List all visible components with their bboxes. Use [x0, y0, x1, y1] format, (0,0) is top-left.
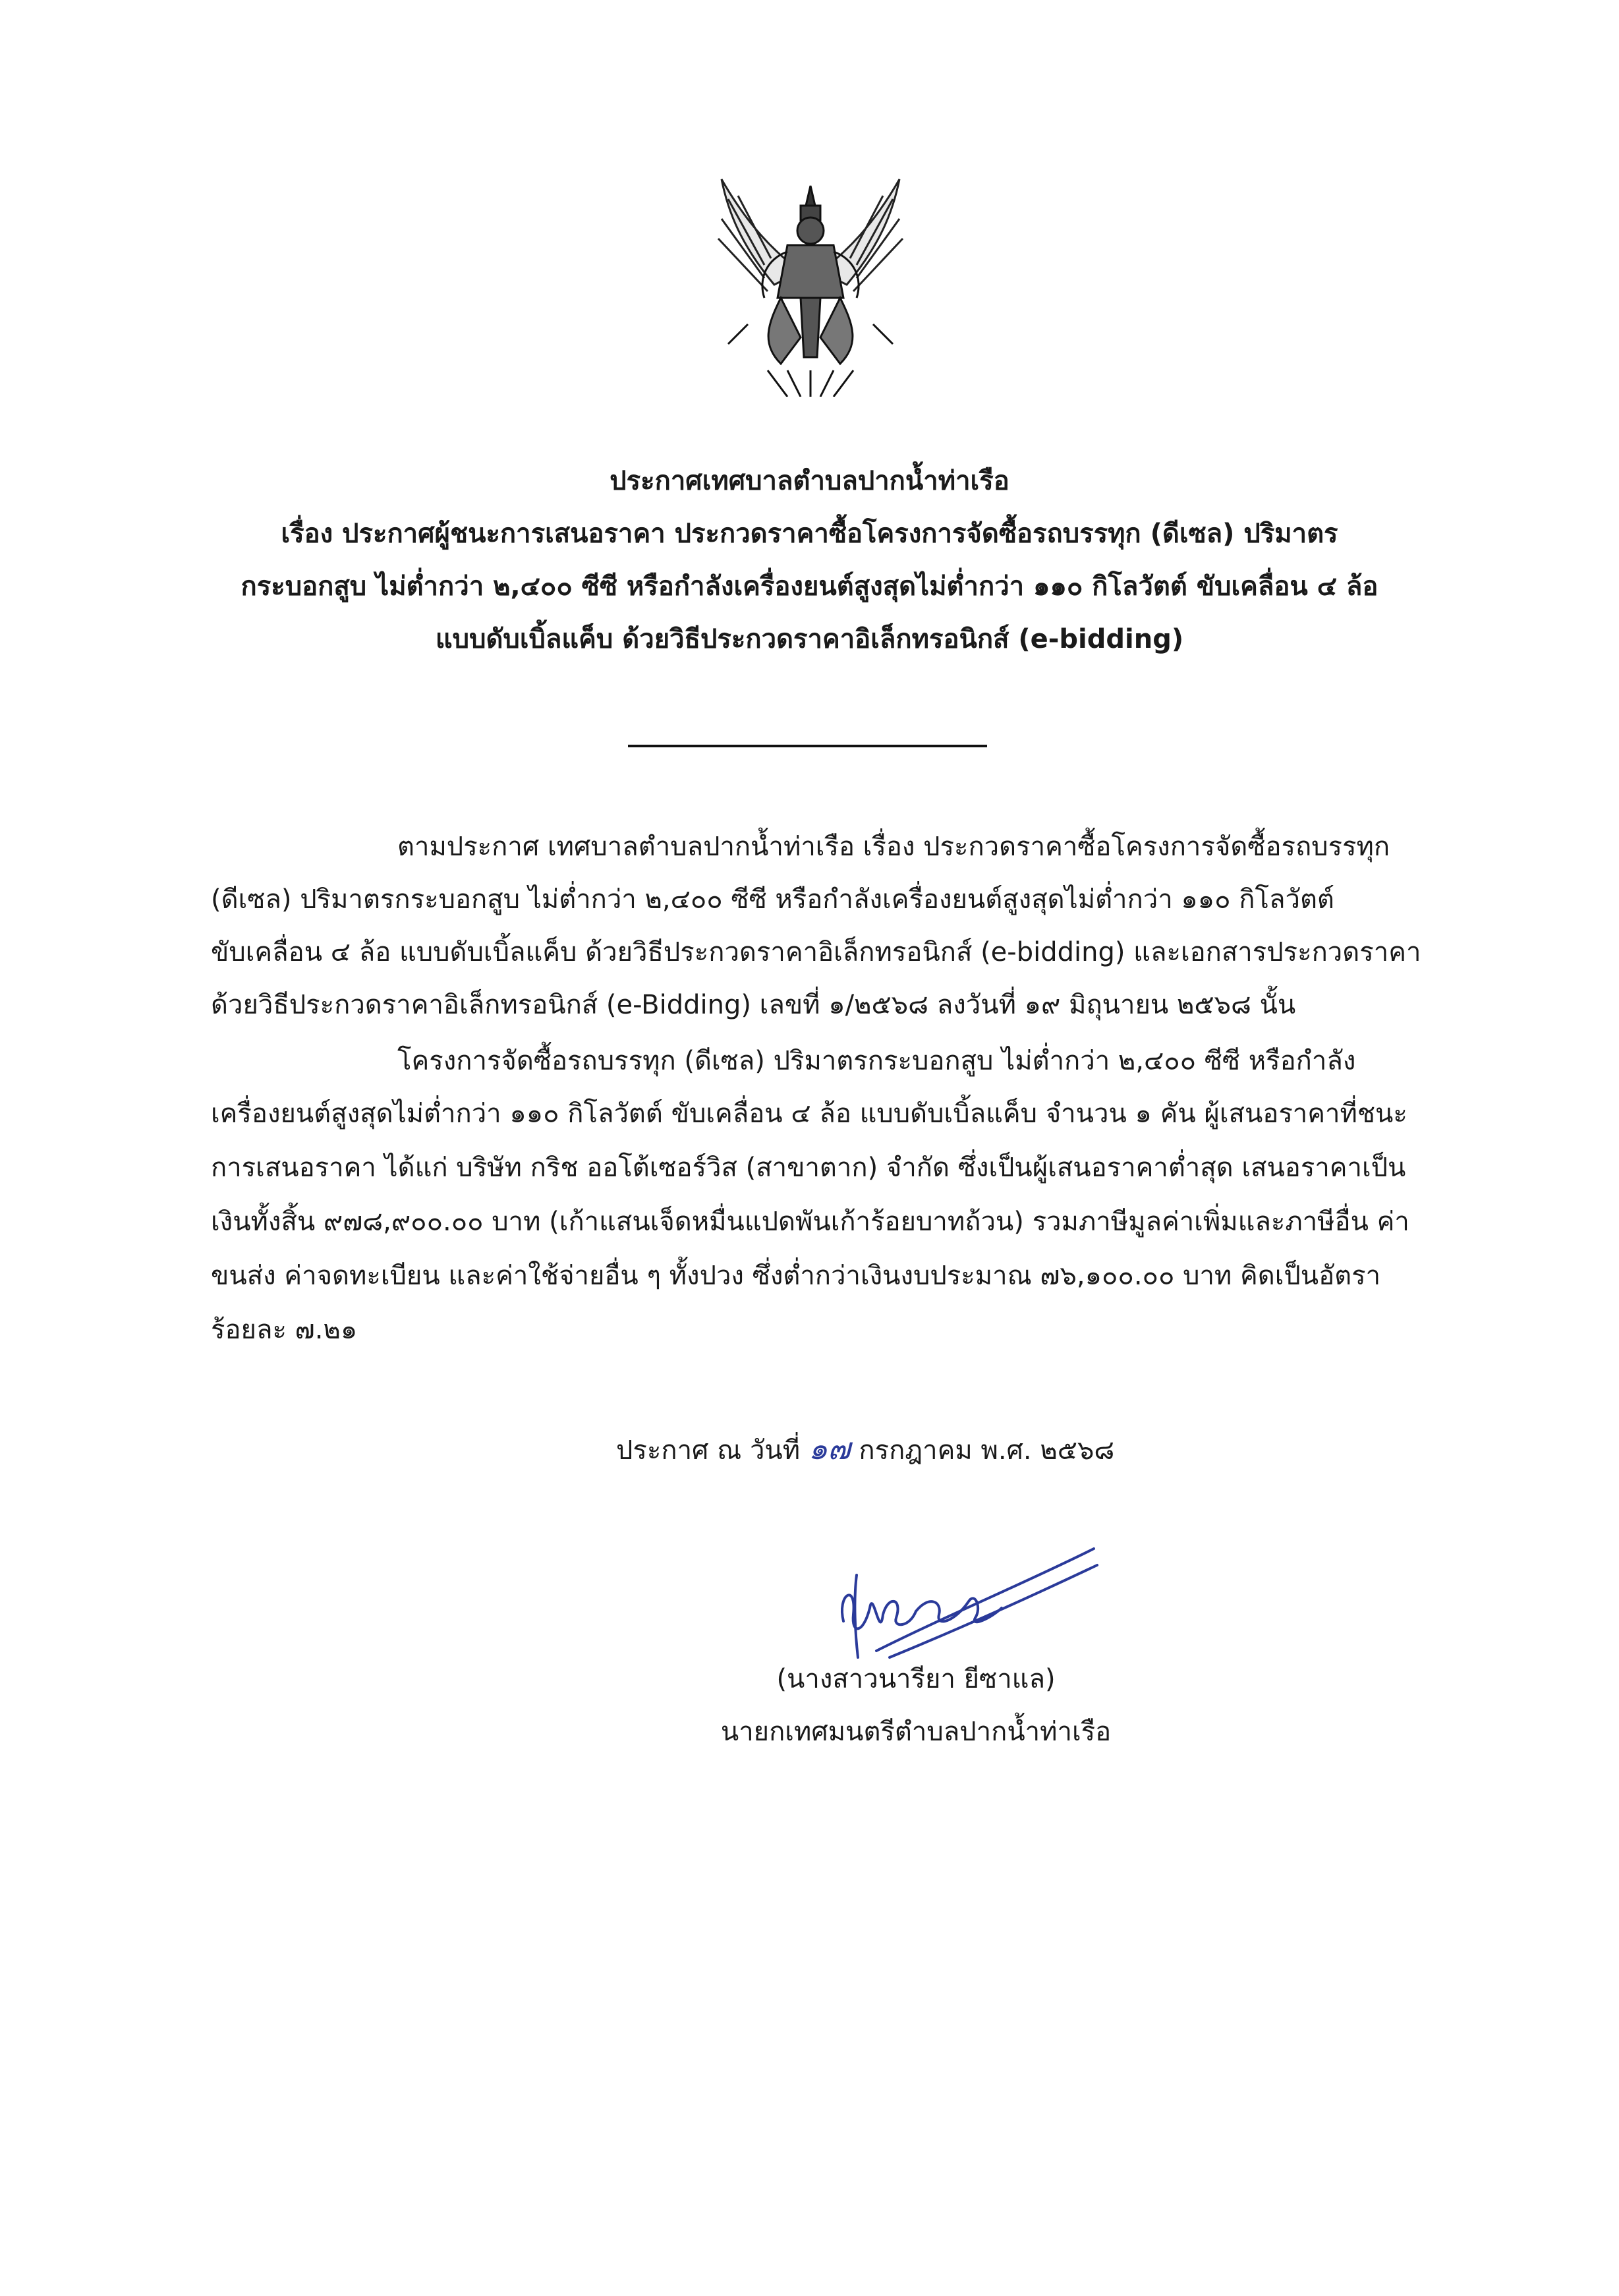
paragraph1-line-4: ด้วยวิธีประกวดราคาอิเล็กทรอนิกส์ (e-Bidding) เลขที่ ๑/๒๕๖๘ ลงวันที่ ๑๙ มิถุนายน ๒๕๖๘ นั้น: [211, 990, 1296, 1020]
paragraph2-line-3: การเสนอราคา ได้แก่ บริษัท กริช ออโต้เซอร์วิส (สาขาตาก) จำกัด ซึ่งเป็นผู้เสนอราคาต่ำสุด เสนอราคาเป็น: [211, 1153, 1406, 1183]
paragraph1-line-2: (ดีเซล) ปริมาตรกระบอกสูบ ไม่ต่ำกว่า ๒,๔๐๐ ซีซี หรือกำลังเครื่องยนต์สูงสุดไม่ต่ำกว่า ๑๑๐ กิโลวัตต์: [211, 884, 1334, 915]
signature-image: [817, 1535, 1100, 1667]
paragraph2-line-5: ขนส่ง ค่าจดทะเบียน และค่าใช้จ่ายอื่น ๆ ทั้งปวง ซึ่งต่ำกว่าเงินงบประมาณ ๗๖,๑๐๐.๐๐ บาท คิดเป็นอัตรา: [211, 1261, 1381, 1291]
garuda-emblem-icon: [702, 173, 919, 397]
title-divider: [628, 745, 987, 747]
paragraph1-line-3: ขับเคลื่อน ๔ ล้อ แบบดับเบิ้ลแค็บ ด้วยวิธีประกวดราคาอิเล็กทรอนิกส์ (e-bidding) และเอกสารประกวดราคา: [211, 937, 1421, 967]
paragraph2-line-1: โครงการจัดซื้อรถบรรทุก (ดีเซล) ปริมาตรกระบอกสูบ ไม่ต่ำกว่า ๒,๔๐๐ ซีซี หรือกำลัง: [397, 1046, 1356, 1076]
paragraph1-line-1: ตามประกาศ เทศบาลตำบลปากน้ำท่าเรือ เรื่อง ประกวดราคาซื้อโครงการจัดซื้อรถบรรทุก: [397, 832, 1390, 862]
dateline-day: ๑๗: [808, 1431, 851, 1466]
subject-line-1: เรื่อง ประกาศผู้ชนะการเสนอราคา ประกวดราคาซื้อโครงการจัดซื้อรถบรรทุก (ดีเซล) ปริมาตร: [281, 519, 1338, 549]
signatory-position: นายกเทศมนตรีตำบลปากน้ำท่าเรือ: [720, 1717, 1112, 1747]
announcement-title: ประกาศเทศบาลตำบลปากน้ำท่าเรือ: [610, 466, 1009, 496]
dateline-prefix: ประกาศ ณ วันที่: [616, 1435, 801, 1466]
subject-line-2: กระบอกสูบ ไม่ต่ำกว่า ๒,๔๐๐ ซีซี หรือกำลังเครื่องยนต์สูงสุดไม่ต่ำกว่า ๑๑๐ กิโลวัตต์ ขับเคลื่อน ๔ ล้อ: [241, 571, 1378, 602]
dateline: [616, 1422, 1114, 1477]
paragraph2-line-6: ร้อยละ ๗.๒๑: [211, 1315, 358, 1345]
paragraph2-line-2: เครื่องยนต์สูงสุดไม่ต่ำกว่า ๑๑๐ กิโลวัตต์ ขับเคลื่อน ๔ ล้อ แบบดับเบิ้ลแค็บ จำนวน ๑ คัน ผู้เสนอราคาที่ชนะ: [211, 1099, 1407, 1129]
subject-line-3: แบบดับเบิ้ลแค็บ ด้วยวิธีประกวดราคาอิเล็กทรอนิกส์ (e-bidding): [435, 624, 1184, 654]
signatory-name: (นางสาวนารียา ยีซาแล): [776, 1664, 1056, 1694]
paragraph2-line-4: เงินทั้งสิ้น ๙๗๘,๙๐๐.๐๐ บาท (เก้าแสนเจ็ดหมื่นแปดพันเก้าร้อยบาทถ้วน) รวมภาษีมูลค่าเพิ่มและภาษีอื่น ค่า: [211, 1207, 1409, 1237]
dateline-month-year: กรกฎาคม พ.ศ. ๒๕๖๘: [859, 1435, 1115, 1466]
